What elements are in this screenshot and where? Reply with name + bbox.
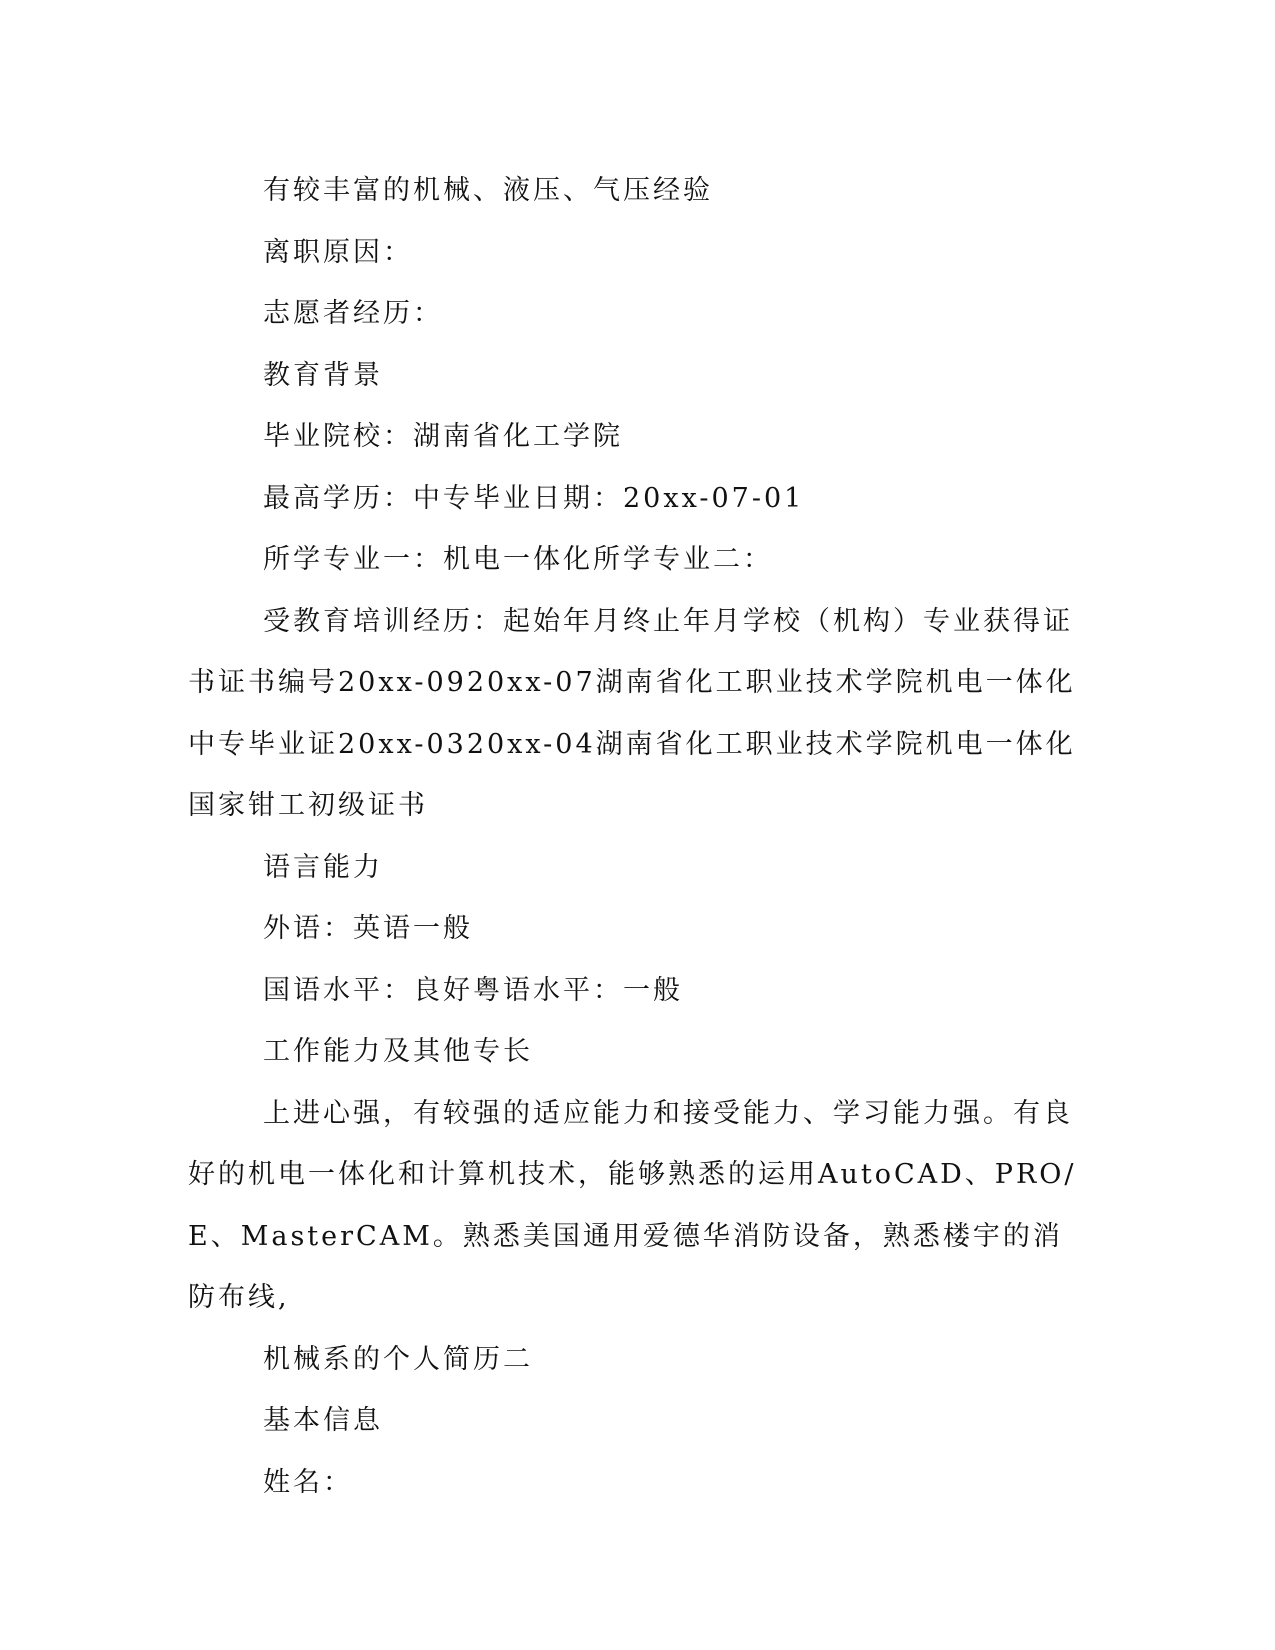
paragraph-experience: 有较丰富的机械、液压、气压经验 xyxy=(263,175,713,206)
heading-language: 语言能力 xyxy=(263,851,383,883)
paragraph-foreign-language: 外语：英语一般 xyxy=(263,913,473,944)
paragraph-volunteer: 志愿者经历： xyxy=(263,298,443,329)
document-body xyxy=(188,160,1083,1513)
paragraph-skills: 上进心强，有较强的适应能力和接受能力、学习能力强。有良好的机电一体化和计算机技术，能够熟悉的运用AutoCAD、PRO/E、MasterCAM。熟悉美国通用爱德华消防设备，熟悉楼宇的消防布线, xyxy=(188,1097,1077,1313)
heading-skills: 工作能力及其他专长 xyxy=(263,1036,533,1067)
paragraph-name: 姓名： xyxy=(263,1466,353,1498)
paragraph-degree: 最高学历：中专毕业日期：20xx-07-01 xyxy=(263,482,805,514)
paragraph-training: 受教育培训经历：起始年月终止年月学校（机构）专业获得证书证书编号20xx-0920xx-07湖南省化工职业技术学院机电一体化中专毕业证20xx-0320xx-04湖南省化工职业技术学院机电一体化国家钳工初级证书 xyxy=(188,605,1076,821)
heading-basic-info: 基本信息 xyxy=(263,1405,383,1436)
paragraph-dialects: 国语水平：良好粤语水平：一般 xyxy=(263,974,683,1006)
paragraph-leave-reason: 离职原因： xyxy=(263,236,413,268)
heading-education: 教育背景 xyxy=(263,359,383,391)
paragraph-major: 所学专业一：机电一体化所学专业二： xyxy=(263,544,773,575)
heading-resume-two: 机械系的个人简历二 xyxy=(263,1343,533,1375)
paragraph-school: 毕业院校：湖南省化工学院 xyxy=(263,421,623,452)
